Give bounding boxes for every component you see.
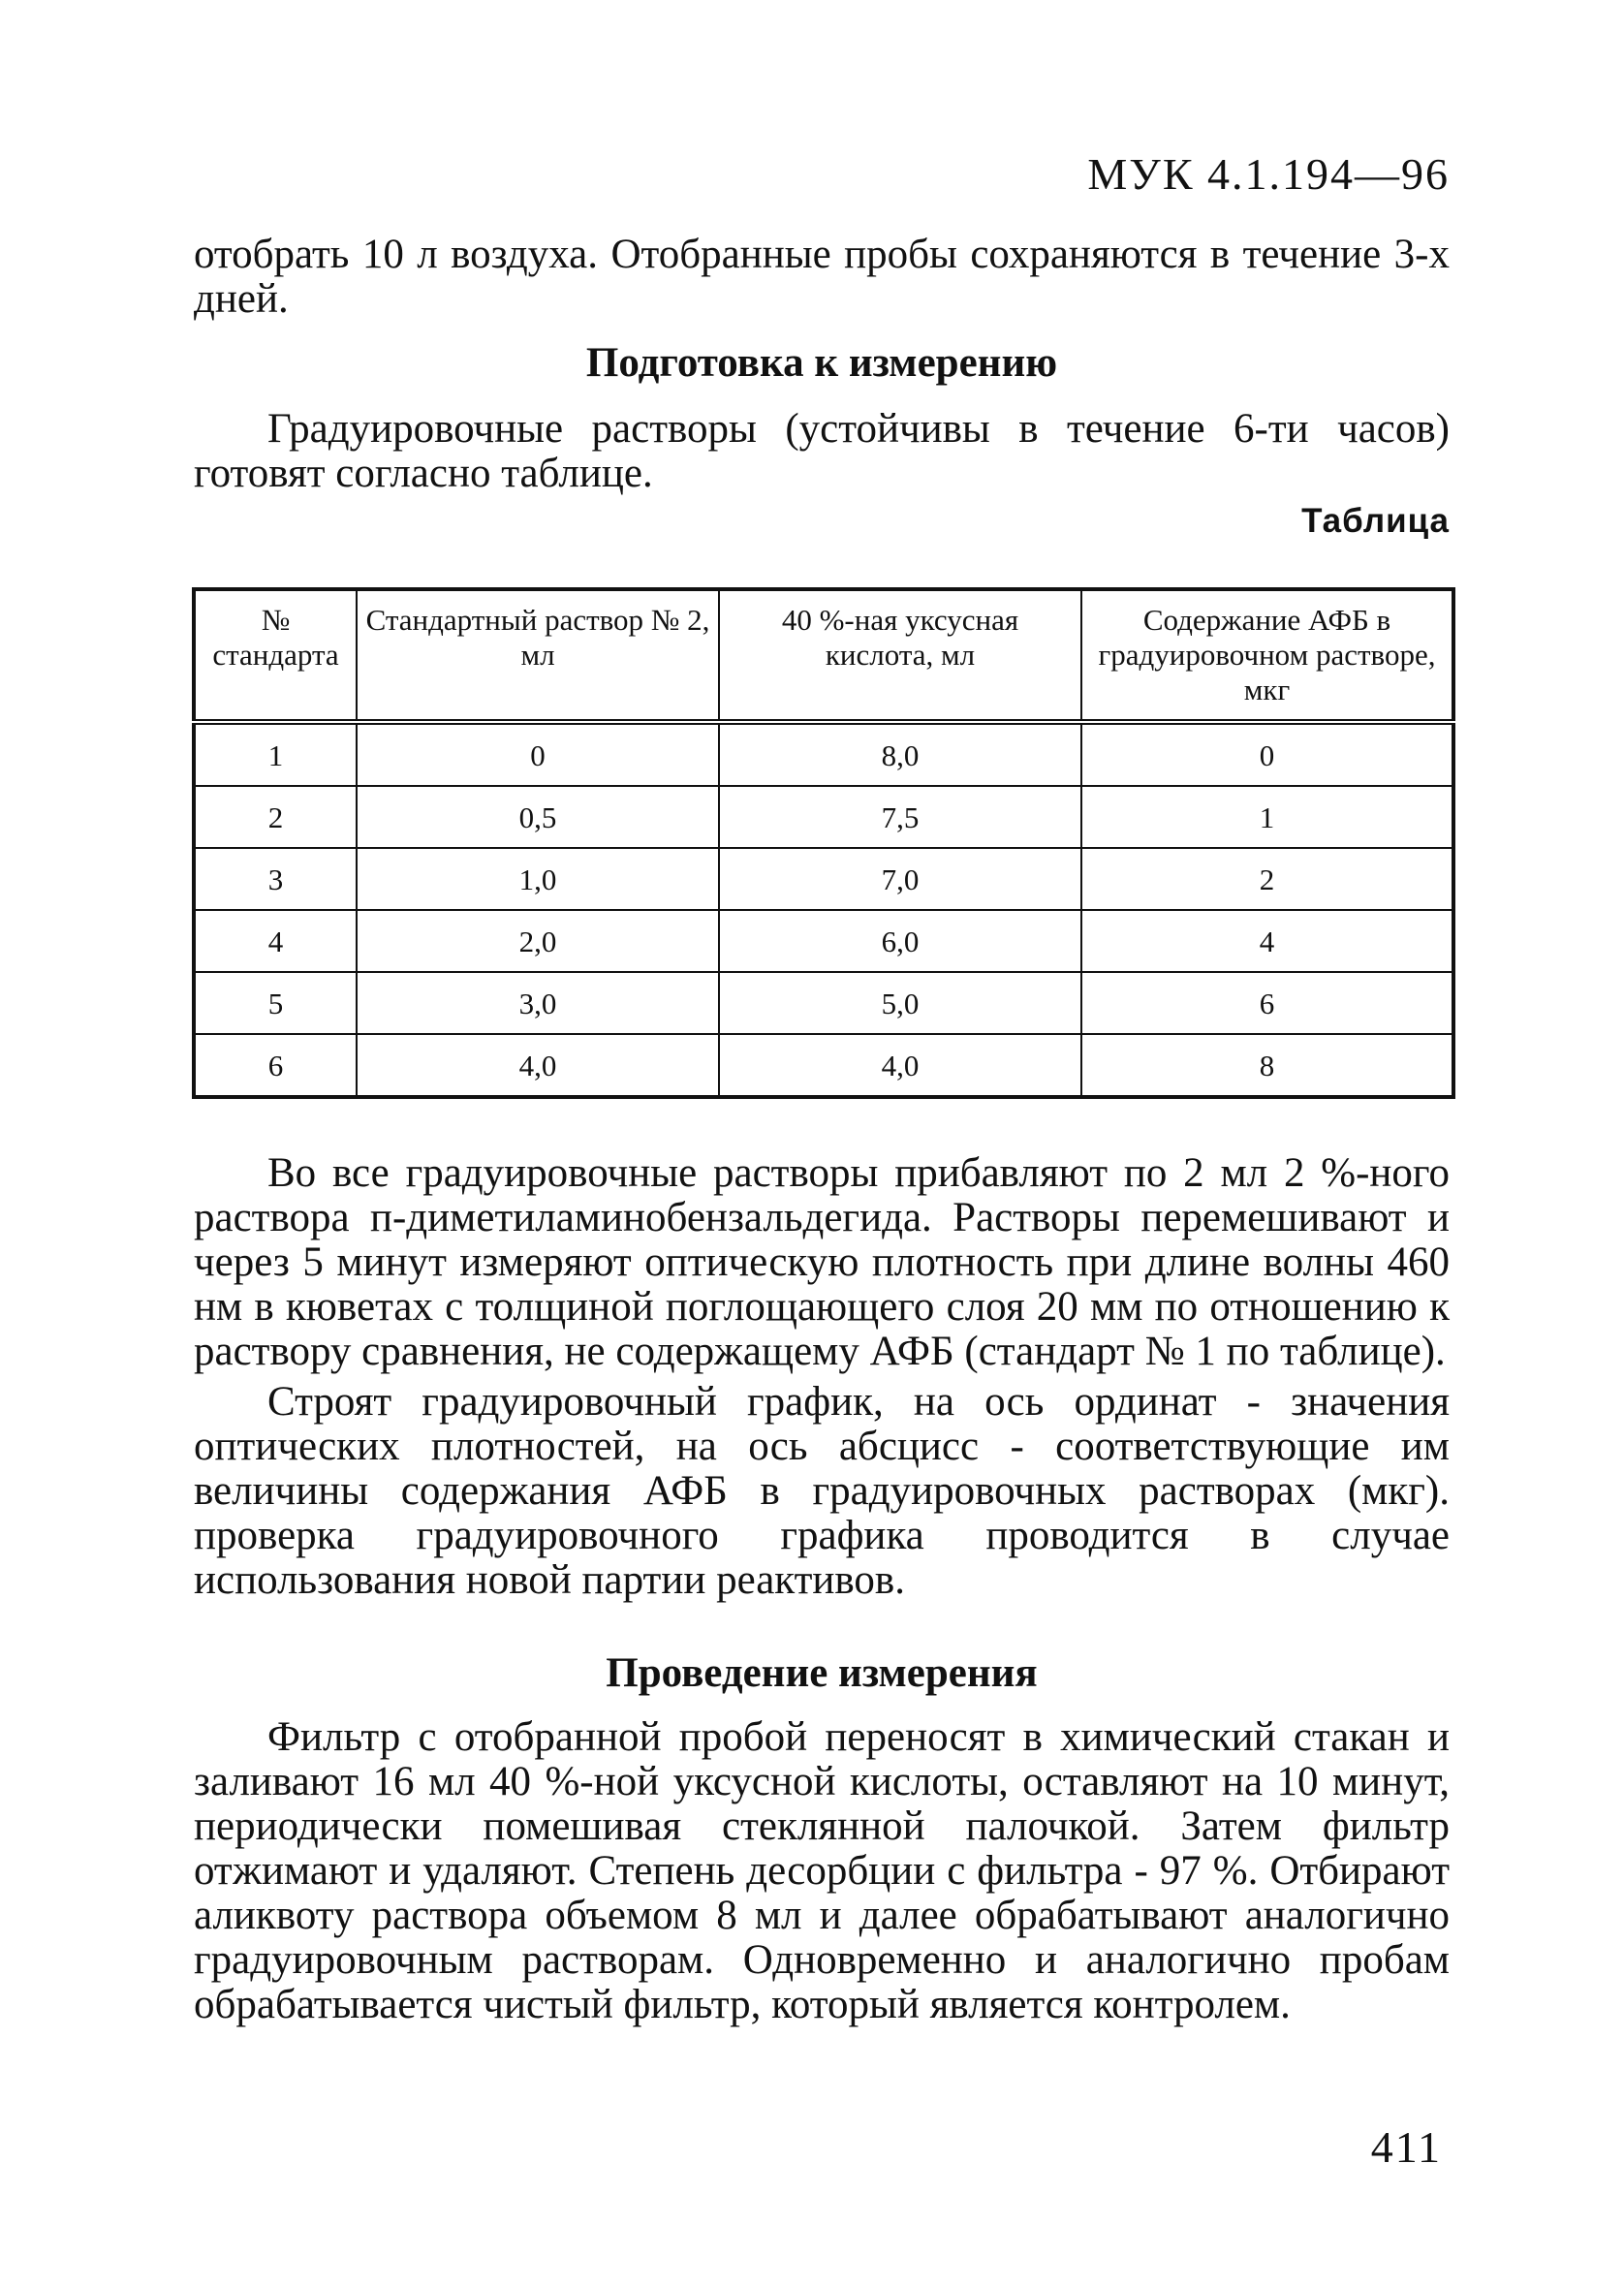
intro-block xyxy=(194,233,1450,322)
section-measurement-title: Проведение измерения xyxy=(606,1650,1038,1696)
calibration-table-header xyxy=(194,589,1453,722)
section-measurement xyxy=(194,1649,1450,1698)
table-header-row xyxy=(194,589,1453,722)
cell-acetic-acid: 7,5 xyxy=(719,786,1081,848)
cell-afb-content: 0 xyxy=(1081,722,1453,786)
table-row xyxy=(194,848,1453,910)
section-preparation-title: Подготовка к измерению xyxy=(585,340,1058,386)
header-standard-solution: Стандартный раствор № 2, мл xyxy=(357,589,719,722)
measurement-body xyxy=(194,1715,1450,2027)
cell-afb-content: 4 xyxy=(1081,910,1453,972)
cell-standard-solution: 0,5 xyxy=(357,786,719,848)
cell-standard-solution: 4,0 xyxy=(357,1034,719,1097)
cell-afb-content: 1 xyxy=(1081,786,1453,848)
cell-standard-solution: 2,0 xyxy=(357,910,719,972)
cell-standard-solution: 0 xyxy=(357,722,719,786)
after-table-block xyxy=(194,1151,1450,1603)
cell-acetic-acid: 8,0 xyxy=(719,722,1081,786)
cell-afb-content: 8 xyxy=(1081,1034,1453,1097)
cell-afb-content: 2 xyxy=(1081,848,1453,910)
cell-standard-solution: 1,0 xyxy=(357,848,719,910)
cell-acetic-acid: 5,0 xyxy=(719,972,1081,1034)
cell-standard-number: 5 xyxy=(194,972,357,1034)
table-row xyxy=(194,786,1453,848)
measurement-paragraph: Фильтр с отобранной пробой переносят в химический стакан и заливают 16 мл 40 %-ной уксусной кислоты, оставляют на 10 минут, периодически помешивая стеклянной палочкой. Затем фильтр отжимают и удаляют. Степень десорбции с фильтра - 97 %. Отбирают аликвоту раствора объемом 8 мл и далее обрабатывают аналогично градуировочным растворам. Одновременно и аналогично пробам обрабатывается чистый фильтр, который является контролем. xyxy=(194,1714,1450,2027)
header-standard-number: № стандарта xyxy=(194,589,357,722)
reagent-paragraph: Во все градуировочные растворы прибавляют по 2 мл 2 %-ного раствора п-диметиламинобензальдегида. Растворы перемешивают и через 5 минут измеряют оптическую плотность при длине волны 460 нм в кюветах с толщиной поглощающего слоя 20 мм по отношению к раствору сравнения, не содержащему АФБ (стандарт № 1 по таблице). xyxy=(194,1150,1450,1374)
header-acetic-acid: 40 %-ная уксусная кислота, мл xyxy=(719,589,1081,722)
cell-standard-number: 6 xyxy=(194,1034,357,1097)
table-row xyxy=(194,910,1453,972)
header-afb-content: Содержание АФБ в градуировочном растворе, мкг xyxy=(1081,589,1453,722)
cell-standard-number: 2 xyxy=(194,786,357,848)
cell-standard-number: 1 xyxy=(194,722,357,786)
table-row xyxy=(194,1034,1453,1097)
table-row xyxy=(194,722,1453,786)
cell-acetic-acid: 6,0 xyxy=(719,910,1081,972)
calibration-graph-paragraph: Строят градуировочный график, на ось ординат - значения оптических плотностей, на ось абсцисс - соответствующие им величины содержания АФБ в градуировочных растворах (мкг). проверка градуировочного графика проводится в случае использования новой партии реактивов. xyxy=(194,1379,1450,1603)
cell-afb-content: 6 xyxy=(1081,972,1453,1034)
table-row xyxy=(194,972,1453,1034)
cell-standard-number: 3 xyxy=(194,848,357,910)
cell-standard-solution: 3,0 xyxy=(357,972,719,1034)
table-caption: Таблица xyxy=(1301,502,1450,540)
cell-acetic-acid: 4,0 xyxy=(719,1034,1081,1097)
document-code: МУК 4.1.194—96 xyxy=(1087,149,1450,199)
cell-acetic-acid: 7,0 xyxy=(719,848,1081,910)
preparation-paragraph: Градуировочные растворы (устойчивы в течение 6-ти часов) готовят согласно таблице. xyxy=(194,406,1450,496)
intro-paragraph: отобрать 10 л воздуха. Отобранные пробы сохраняются в течение 3-х дней. xyxy=(194,232,1450,322)
page-number: 411 xyxy=(1370,2122,1442,2172)
cell-standard-number: 4 xyxy=(194,910,357,972)
preparation-body xyxy=(194,407,1450,496)
section-preparation xyxy=(194,339,1450,388)
calibration-table-body xyxy=(194,722,1453,1097)
calibration-table xyxy=(192,587,1455,1099)
table-caption-block xyxy=(194,500,1450,543)
